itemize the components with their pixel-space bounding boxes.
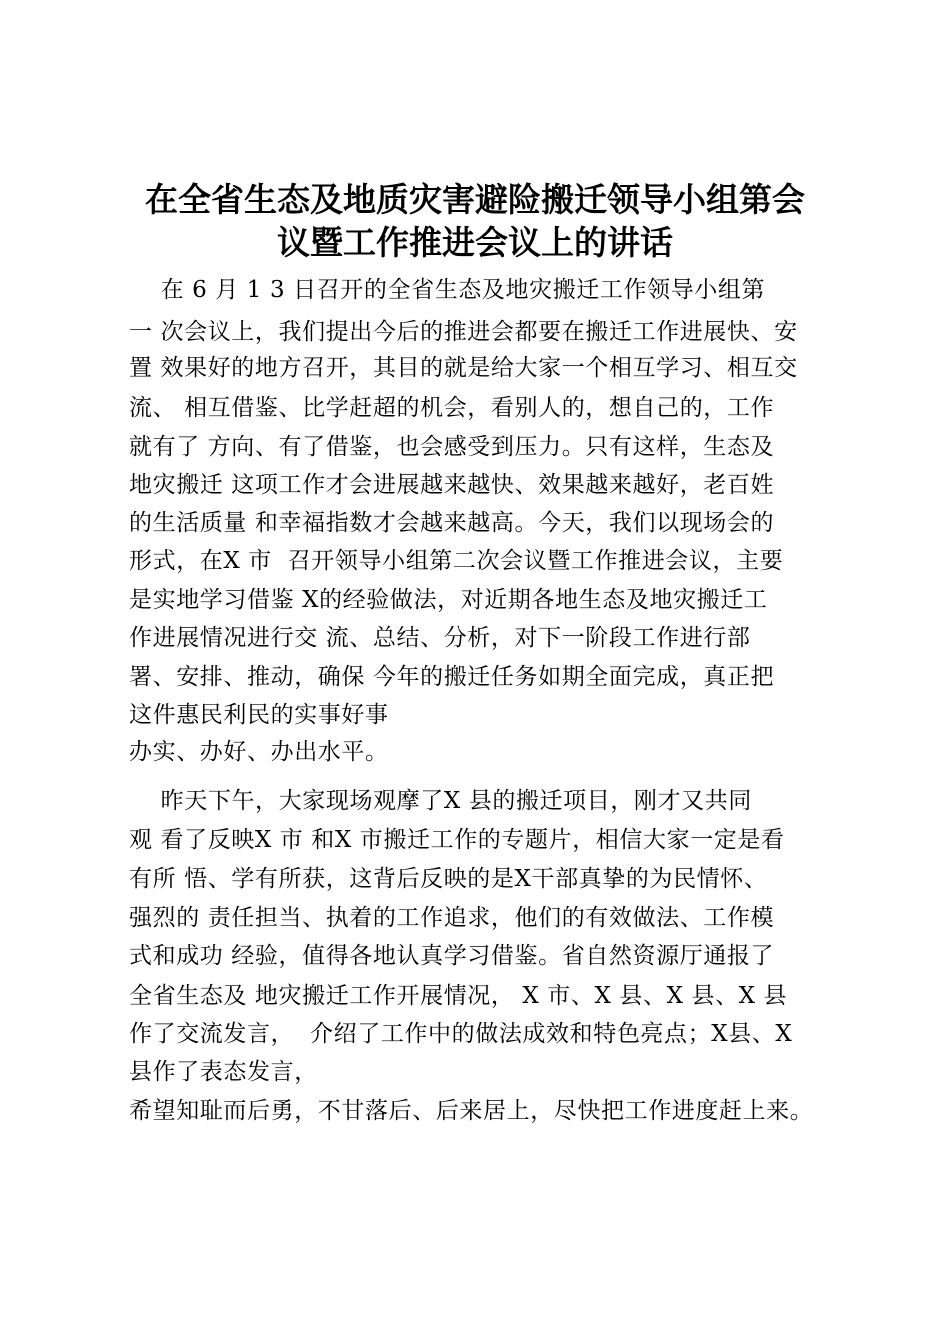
paragraph-1-line: 是实地学习借鉴 X的经验做法，对近期各地生态及地灾搬迁工 bbox=[129, 587, 768, 613]
paragraph-2-line: 观 看了反映X 市 和X 市搬迁工作的专题片，相信大家一定是看 bbox=[129, 827, 785, 853]
paragraph-1-line: 地灾搬迁 这项工作才会进展越来越快、效果越来越好，老百姓 bbox=[129, 472, 775, 498]
paragraph-1-line: 就有了 方向、有了借鉴，也会感受到压力。只有这样，生态及 bbox=[129, 434, 775, 460]
paragraph-1-line: 一 次会议上，我们提出今后的推进会都要在搬迁工作进展快、安 bbox=[129, 319, 798, 345]
paragraph-1-line: 在 6 月 1 3 日召开的全省生态及地灾搬迁工作领导小组第 bbox=[129, 277, 766, 303]
paragraph-2-line: 式和成功 经验，值得各地认真学习借鉴。省自然资源厅通报了 bbox=[129, 943, 775, 969]
paragraph-2-line: 全省生态及 地灾搬迁工作开展情况， X 市、X 县、X 县、X 县 bbox=[129, 983, 788, 1009]
paragraph-1-line: 的生活质量 和幸福指数才会越来越高。今天，我们以现场会的 bbox=[129, 510, 775, 536]
paragraph-1-line: 作进展情况进行交 流、总结、分析，对下一阶段工作进行部 bbox=[129, 625, 751, 651]
paragraph-2-line: 县作了表态发言， bbox=[129, 1059, 318, 1085]
document-title-line-2: 议暨工作推进会议上的讲话 bbox=[277, 223, 673, 262]
paragraph-2-line: 昨天下午，大家现场观摩了X 县的搬迁项目，刚才又共同 bbox=[129, 788, 752, 814]
document-title-line-1: 在全省生态及地质灾害避险搬迁领导小组第会 bbox=[145, 180, 805, 219]
paragraph-1-line: 这件惠民利民的实事好事 bbox=[129, 702, 389, 728]
paragraph-2-line: 强烈的 责任担当、执着的工作追求，他们的有效做法、工作模 bbox=[129, 905, 775, 931]
paragraph-2-line: 有所 悟、学有所获，这背后反映的是X干部真挚的为民情怀、 bbox=[129, 866, 768, 892]
paragraph-1-line: 署、安排、推动，确保 今年的搬迁任务如期全面完成，真正把 bbox=[129, 664, 775, 690]
paragraph-2-line: 希望知耻而后勇，不甘落后、后来居上，尽快把工作进度赶上来。 bbox=[129, 1098, 814, 1124]
paragraph-1-line: 形式，在X 市 召开领导小组第二次会议暨工作推进会议，主要 bbox=[129, 548, 784, 574]
paragraph-2-line: 作了交流发言， 介绍了工作中的做法成效和特色亮点；X县、X bbox=[129, 1021, 793, 1047]
paragraph-1-line: 流、 相互借鉴、比学赶超的机会，看别人的，想自己的，工作 bbox=[129, 395, 775, 421]
paragraph-1-line: 置 效果好的地方召开，其目的就是给大家一个相互学习、相互交 bbox=[129, 355, 798, 381]
paragraph-1-line: 办实、办好、办出水平。 bbox=[129, 739, 389, 765]
